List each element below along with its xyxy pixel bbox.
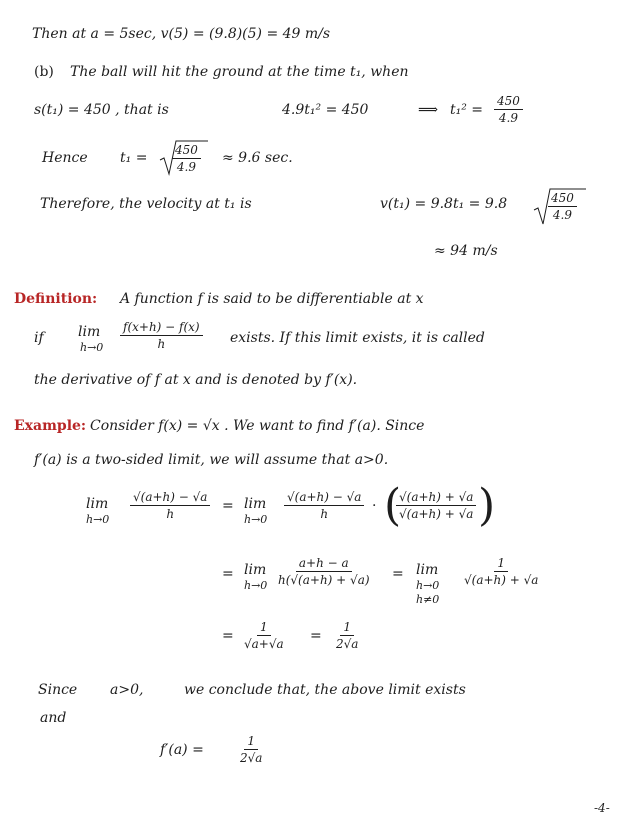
example-text-1: Consider f(x) = √x . We want to find f′(a). Since <box>90 418 425 434</box>
t1-squared: t₁² = <box>450 102 484 118</box>
part-b-text: The ball will hit the ground at the time t₁, when <box>70 64 409 80</box>
fraction-450-over-4-9-hence <box>172 143 201 174</box>
simplified-quotient <box>278 556 370 587</box>
velocity-equation: v(t₁) = 9.8t₁ = 9.8 <box>380 196 508 212</box>
equals-sign: = <box>310 628 322 644</box>
fraction-numerator: f(x+h) − f(x) <box>120 320 203 336</box>
definition-text-2: exists. If this limit exists, it is called <box>230 330 485 346</box>
limit-value-fraction <box>244 620 284 651</box>
fraction-denominator: √a+√a <box>244 637 284 651</box>
page-number: -4- <box>594 801 610 815</box>
part-b-equation-lhs: s(t₁) = 450 , that is <box>34 102 169 118</box>
lim-subscript: h→0 <box>86 513 110 526</box>
fraction-450-over-4-9 <box>494 94 523 125</box>
reciprocal-fraction <box>464 556 538 587</box>
implies-arrow: ⟹ <box>418 102 439 118</box>
lim-word: lim <box>416 562 439 578</box>
lim-word: lim <box>78 324 101 340</box>
lim-condition: h≠0 <box>416 593 440 606</box>
fraction-450-over-4-9-velocity <box>548 191 577 222</box>
velocity-text: Therefore, the velocity at t₁ is <box>40 196 252 212</box>
fraction-denominator: h <box>166 507 175 521</box>
part-b-label: (b) <box>34 64 54 80</box>
fraction-denominator: √(a+h) + √a <box>399 507 474 521</box>
fraction-denominator: h <box>320 507 329 521</box>
fraction-denominator: 2√a <box>336 637 359 651</box>
fraction-numerator: 1 <box>244 734 258 750</box>
difference-quotient <box>120 320 203 351</box>
and-word: and <box>40 710 67 726</box>
left-paren: ( <box>384 480 402 531</box>
lim-word: lim <box>86 496 109 512</box>
sqrt-difference-quotient <box>130 490 210 521</box>
definition-text-1: A function f is said to be differentiable at x <box>120 291 424 307</box>
multiply-dot: · <box>372 498 377 514</box>
lim-subscript: h→0 <box>244 579 268 592</box>
fraction-denominator: h <box>157 337 166 351</box>
conclusion-text: we conclude that, the above limit exists <box>184 682 466 698</box>
fraction-numerator: 1 <box>340 620 354 636</box>
part-b-equation-mid: 4.9t₁² = 450 <box>282 102 369 118</box>
fraction-numerator: a+h − a <box>296 556 352 572</box>
equals-sign: = <box>222 566 234 582</box>
fraction-numerator: 450 <box>494 94 523 110</box>
t1-equals: t₁ = <box>120 150 148 166</box>
velocity-at-5-line: Then at a = 5sec, v(5) = (9.8)(5) = 49 m/s <box>32 26 331 42</box>
lim-word: lim <box>244 562 267 578</box>
a-positive-condition: a>0, <box>110 682 144 698</box>
fraction-numerator: 1 <box>257 620 271 636</box>
final-fraction <box>336 620 358 651</box>
equals-sign: = <box>392 566 404 582</box>
lim-word: lim <box>244 496 267 512</box>
fraction-denominator: √(a+h) + √a <box>464 573 539 587</box>
lim-subscript: h→0 <box>80 341 104 354</box>
conjugate-fraction <box>396 490 476 521</box>
example-label: Example: <box>14 418 87 434</box>
equals-sign: = <box>222 498 234 514</box>
sqrt-difference-quotient-2 <box>284 490 364 521</box>
fraction-numerator: √(a+h) + √a <box>396 490 476 506</box>
fraction-denominator: h(√(a+h) + √a) <box>278 573 370 587</box>
equals-sign: = <box>222 628 234 644</box>
fraction-numerator: 450 <box>548 191 577 207</box>
lim-subscript: h→0 <box>244 513 268 526</box>
right-paren: ) <box>478 480 496 531</box>
lim-subscript: h→0 <box>416 579 440 592</box>
fraction-denominator: 2√a <box>240 751 263 765</box>
t1-approx: ≈ 9.6 sec. <box>222 150 293 166</box>
since-word: Since <box>38 682 78 698</box>
definition-label: Definition: <box>14 291 98 307</box>
fraction-denominator: 4.9 <box>176 160 196 174</box>
fraction-numerator: 450 <box>172 143 201 159</box>
derivative-result: f′(a) = <box>160 742 204 758</box>
definition-text-3: the derivative of f at x and is denoted by f′(x). <box>34 372 358 388</box>
if-word: if <box>34 330 44 346</box>
velocity-approx: ≈ 94 m/s <box>434 243 498 259</box>
fraction-numerator: 1 <box>494 556 508 572</box>
fraction-denominator: 4.9 <box>498 111 518 125</box>
fraction-numerator: √(a+h) − √a <box>130 490 210 506</box>
fraction-numerator: √(a+h) − √a <box>284 490 364 506</box>
fraction-denominator: 4.9 <box>552 208 572 222</box>
example-text-2: f′(a) is a two-sided limit, we will assume that a>0. <box>34 452 389 468</box>
hence-label: Hence <box>42 150 88 166</box>
derivative-result-fraction <box>240 734 262 765</box>
